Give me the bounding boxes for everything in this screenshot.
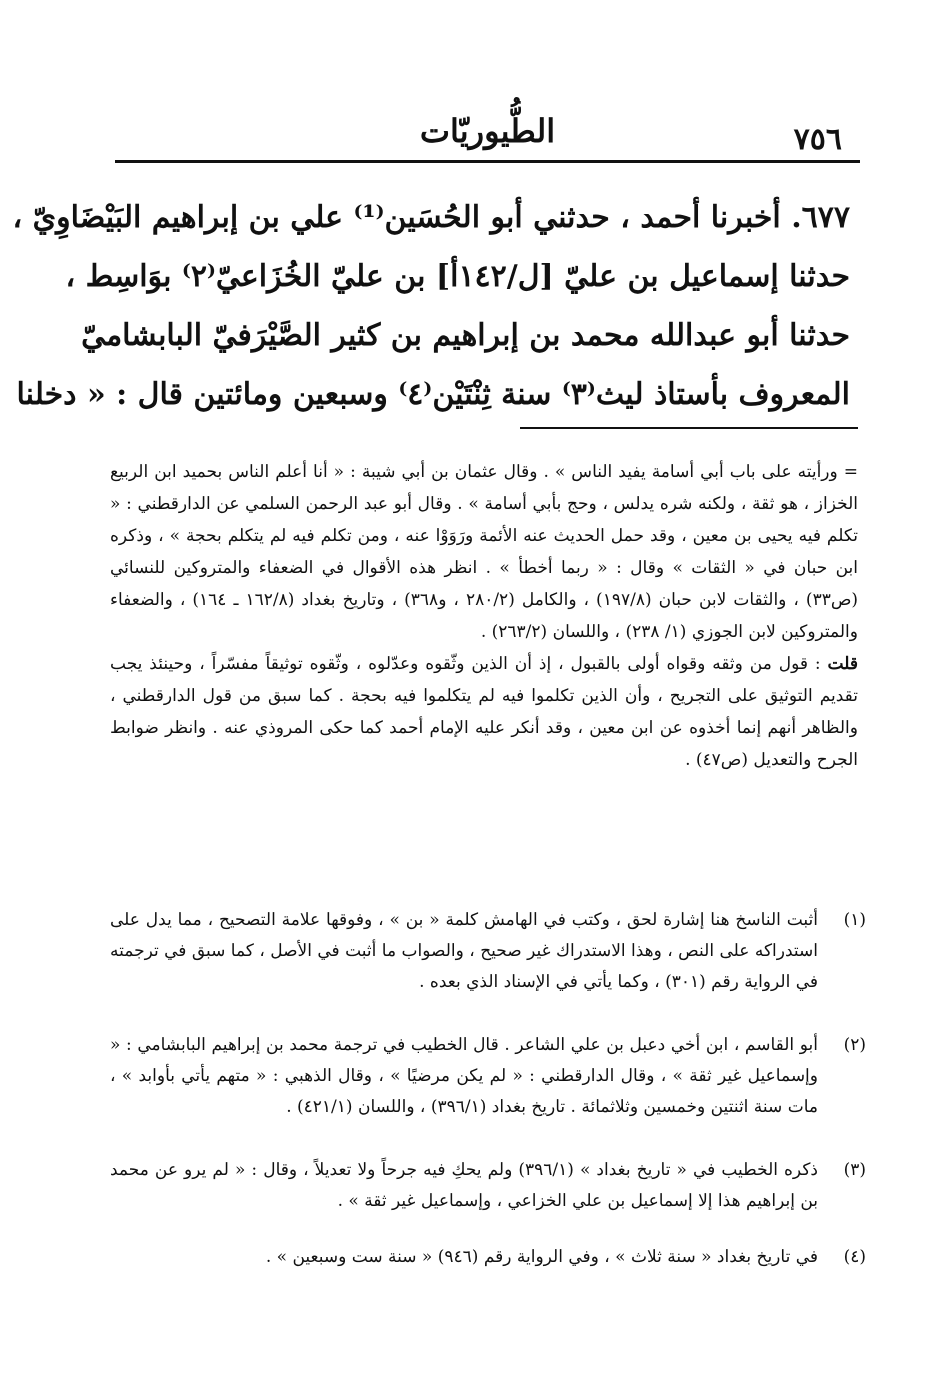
footnote-text: ذكره الخطيب في « تاريخ بغداد » (٣٩٦/١) ولم يحكِ فيه جرحاً ولا تعديلاً ، وقال : « لم يرو عن محمد بن إبراهيم هذا إلا إسماعيل بن علي الخزاعي ، وإسماعيل غير ثقة » .	[110, 1160, 818, 1211]
main-line: ٦٧٧. أخبرنا أحمد ، حدثني أبو الحُسَين⁽¹⁾ علي بن إبراهيم البَيْضَاوِيّ ،	[12, 200, 850, 235]
remark-label: قلت	[827, 654, 858, 674]
header-rule	[115, 160, 860, 163]
continued-footnote	[110, 456, 858, 776]
footnote-3	[110, 1155, 866, 1217]
running-title: الطُّيوريّات	[419, 112, 556, 150]
footnote-2	[110, 1030, 866, 1123]
footnote-text: في تاريخ بغداد « سنة ثلاث » ، وفي الرواية رقم (٩٤٦) « سنة ست وسبعين » .	[265, 1247, 818, 1267]
footnote-4	[110, 1242, 866, 1273]
footnote-text: أثبت الناسخ هنا إشارة لحق ، وكتب في الهامش كلمة « بن » ، وفوقها علامة التصحيح ، مما يدل على استدراكه على النص ، وهذا الاستدراك غير صحيح ، والصواب ما أثبت في الأصل ، كما سبق في ترجمته في الرواية رقم (٣٠١) ، وكما يأتي في الإسناد الذي بعده .	[110, 910, 818, 992]
continued-footnote-paragraph: = ورأيته على باب أبي أسامة يفيد الناس » . وقال عثمان بن أبي شيبة : « أنا أعلم الناس بحميد ابن الربيع الخزاز ، هو ثقة ، ولكنه شره يدلس ، وحج بأبي أسامة » . وقال أبو عبد الرحمن السلمي عن الدارقطني : « تكلم فيه يحيى بن معين ، وقد حمل الحديث عنه الأئمة ورَوَوْا عنه ، ومن تكلم فيه لم يتكلم بحجة » ، وذكره ابن حبان في « الثقات » وقال : « ربما أخطأ » . انظر هذه الأقوال في الضعفاء والمتروكين للنسائي (ص٣٣) ، والثقات لابن حبان (١٩٧/٨) ، والكامل (٢٨٠/٢ ، و٣٦٨) ، وتاريخ بغداد (١٦٢/٨ ـ ١٦٤) ، والضعفاء والمتروكين لابن الجوزي (١/ ٢٣٨) ، واللسان (٢٦٣/٢) .	[110, 462, 859, 642]
page-number: ٧٥٦	[793, 122, 842, 157]
footnote-number: (٣)	[843, 1160, 866, 1180]
page-header	[115, 108, 860, 160]
footnote-text: أبو القاسم ، ابن أخي دعبل بن علي الشاعر . قال الخطيب في ترجمة محمد بن إبراهيم البابشامي : « وإسماعيل غير ثقة » ، وقال الدارقطني : « لم يكن مرضيًا » ، وقال الذهبي : « متهم يأتي بأوابد » ، مات سنة اثنتين وخمسين وثلاثمائة . تاريخ بغداد (٣٩٦/١) ، واللسان (٤٢١/١) .	[110, 1035, 818, 1117]
remark-text: : قول من وثقه وقواه أولى بالقبول ، إذ أن الذين وثّقوه وعدّلوه ، وثّقوه توثيقاً مفسّراً ، وحينئذ يجب تقديم التوثيق على التجريح ، وأن الذين تكلموا فيه لم يتكلموا فيه بحجة . كما سبق من قول الدارقطني ، والظاهر أنهم إنما أخذوه عن ابن معين ، وقد أنكر عليه الإمام أحمد كما حكى المروذي عنه . وانظر ضوابط الجرح والتعديل (ص٤٧) .	[110, 654, 858, 770]
footnote-separator	[520, 427, 858, 429]
footnote-number: (٤)	[843, 1247, 866, 1267]
main-text	[12, 188, 850, 424]
footnote-1	[110, 905, 866, 998]
remark-paragraph	[110, 648, 858, 776]
main-line: حدثنا أبو عبدالله محمد بن إبراهيم بن كثير الصَّيْرَفيّ البابشاميّ	[81, 318, 850, 353]
footnote-number: (٢)	[843, 1035, 866, 1055]
footnote-number: (١)	[843, 910, 866, 930]
main-line: حدثنا إسماعيل بن عليّ [ل/١٤٢أ] بن عليّ الخُزَاعيّ⁽٢⁾ بوَاسِط ،	[65, 259, 850, 294]
main-line: المعروف بأستاذ ليث⁽٣⁾ سنة ثِنْتَيْن⁽٤⁾ وسبعين ومائتين قال : « دخلنا	[16, 377, 850, 412]
